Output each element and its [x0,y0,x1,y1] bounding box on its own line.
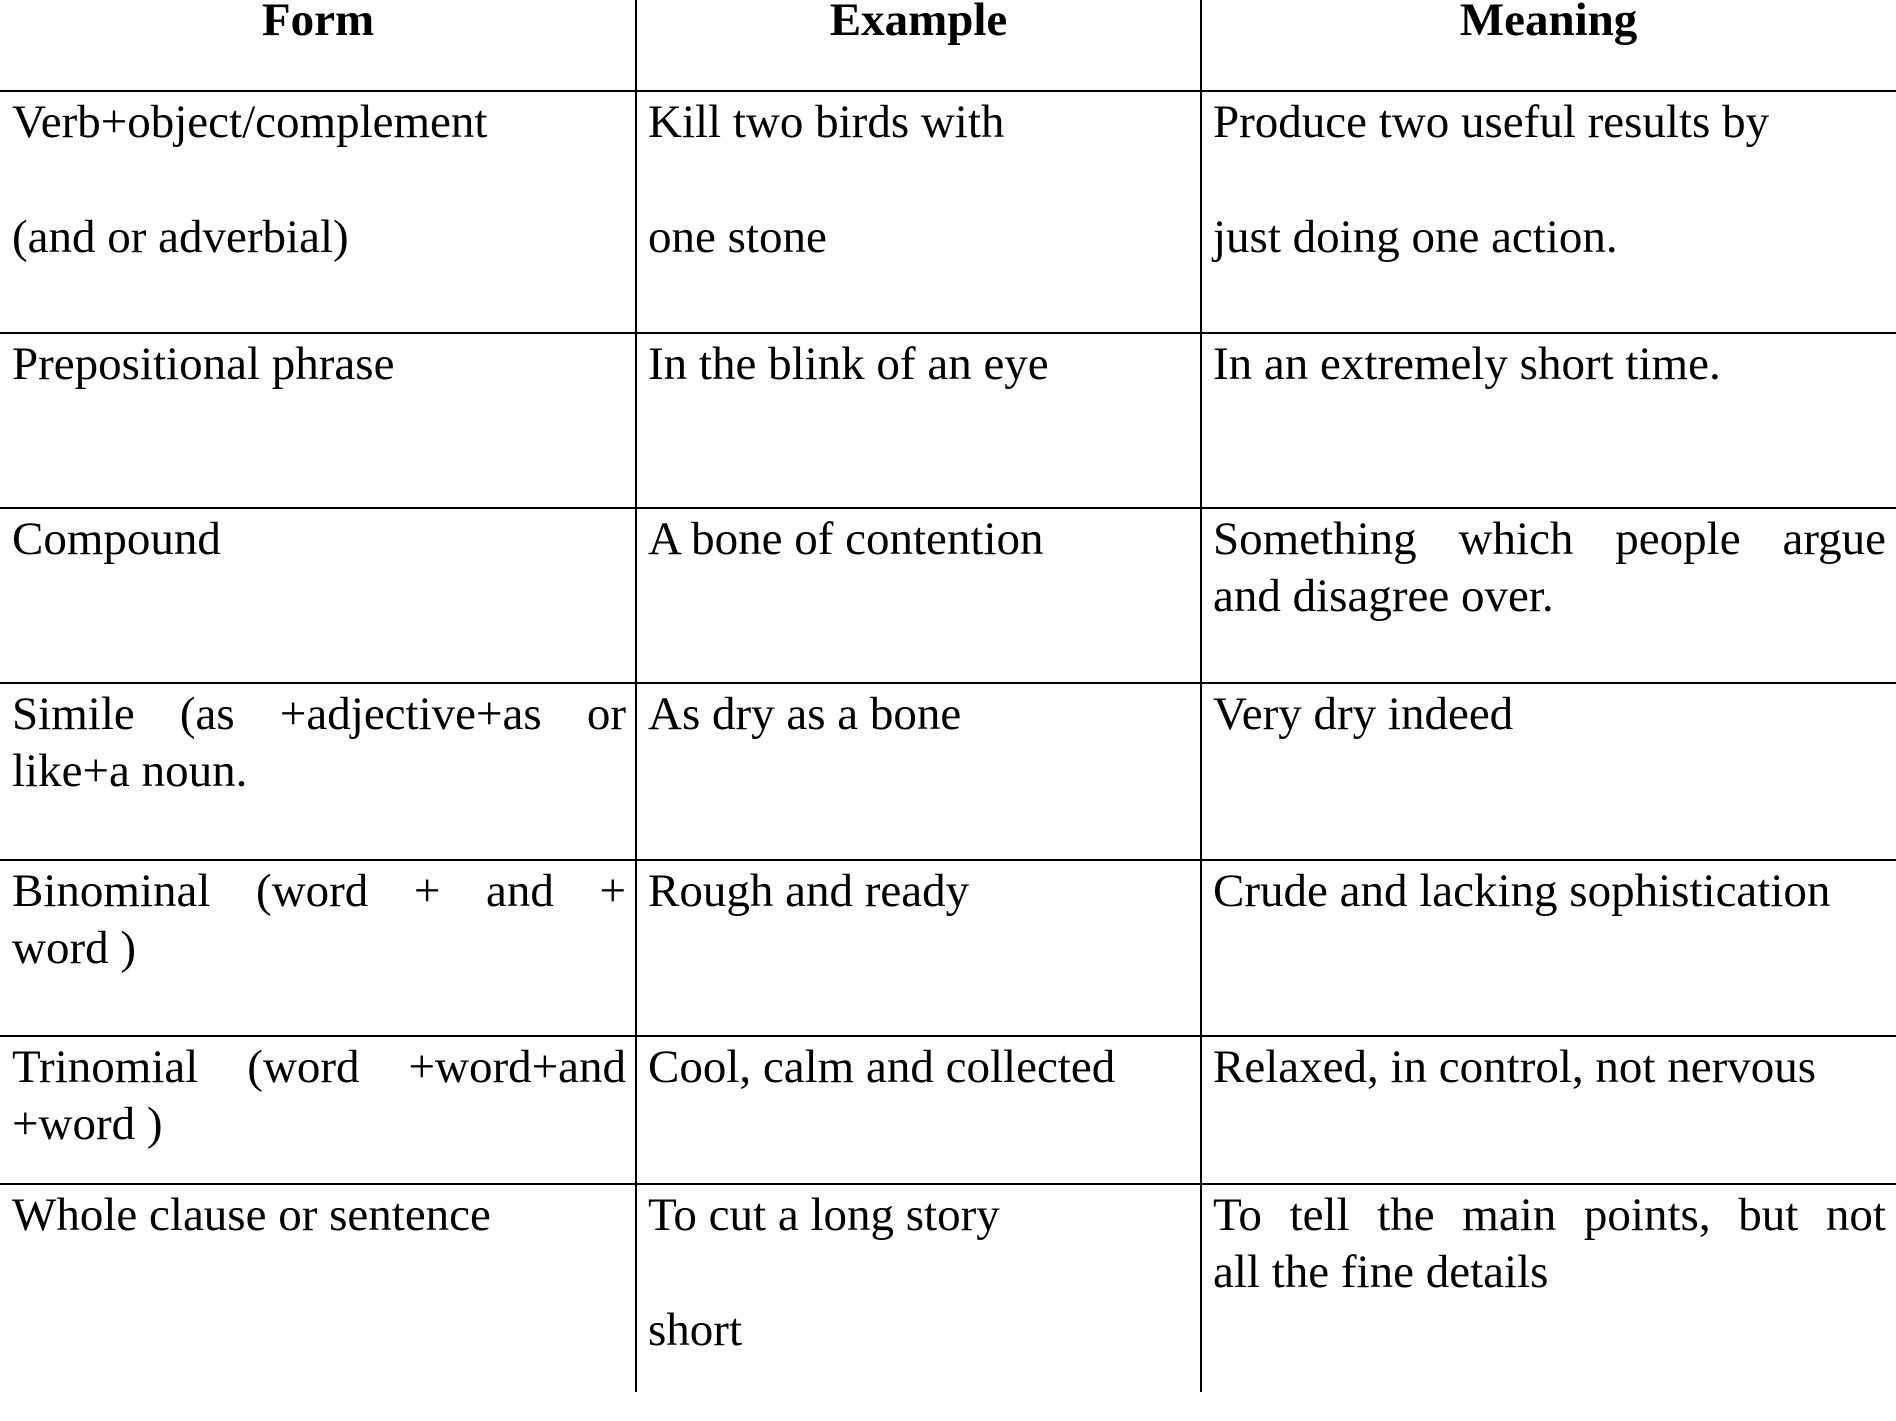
cell-meaning [1201,863,1896,1065]
cell-meaning [1201,336,1896,537]
cell-form [0,65,636,333]
cell-text-line: word ) [12,922,136,974]
cell-text-line: Very dry indeed [1213,688,1514,740]
cell-text-line: To tell the main points, but not [1213,1189,1886,1241]
cell-text-line: A bone of contention [648,513,1044,565]
cell-example [636,336,1201,537]
cell-example [636,65,1201,333]
cell-example [636,1158,1201,1392]
cell-text-line: one stone [648,211,827,263]
cell-meaning [1201,686,1896,889]
cell-text-line: Cool, calm and collected [648,1041,1116,1093]
cell-text-line: Something which people argue [1213,513,1886,565]
cell-example [636,511,1201,712]
cell-text-line: Whole clause or sentence [12,1189,491,1241]
cell-form [0,511,636,712]
cell-text-line: In an extremely short time. [1213,338,1721,390]
cell-text-line: To cut a long story [648,1189,1000,1241]
cell-text-line: and disagree over. [1213,570,1554,622]
cell-text-line: short [648,1304,742,1356]
cell-form [0,336,636,537]
cell-example [636,863,1201,1065]
cell-meaning [1201,1187,1896,1421]
cell-form [0,686,636,889]
cell-text-line: As dry as a bone [648,688,962,740]
cell-text-line: Kill two birds with [648,96,1005,148]
cell-text-line: all the fine details [1213,1246,1549,1298]
header-form: Form [261,0,375,46]
cell-meaning [1201,65,1896,333]
cell-text-line: Rough and ready [648,865,970,917]
cell-text-line: Trinomial (word +word+and [12,1041,626,1093]
cell-example [636,686,1201,889]
header-meaning: Meaning [1459,0,1638,46]
cell-text-line: like+a noun. [12,745,248,797]
cell-text-line: Prepositional phrase [12,338,395,390]
cell-text-line: Verb+object/complement [12,96,488,148]
cell-text-line: (and or adverbial) [12,211,349,263]
cell-text-line: In the blink of an eye [648,338,1049,390]
cell-text-line: Binominal (word + and + [12,865,626,917]
cell-text-line: Simile (as +adjective+as or [12,688,626,740]
cell-text-line: Compound [12,513,221,565]
cell-text-line: just doing one action. [1213,211,1618,263]
cell-text-line: Crude and lacking sophistication [1213,865,1831,917]
cell-text-line: +word ) [12,1098,163,1150]
cell-meaning [1201,511,1896,712]
cell-text-line: Produce two useful results by [1213,96,1770,148]
cell-form [0,1187,636,1421]
header-example: Example [829,0,1008,46]
cell-text-line: Relaxed, in control, not nervous [1213,1041,1817,1093]
cell-form [0,863,636,1065]
